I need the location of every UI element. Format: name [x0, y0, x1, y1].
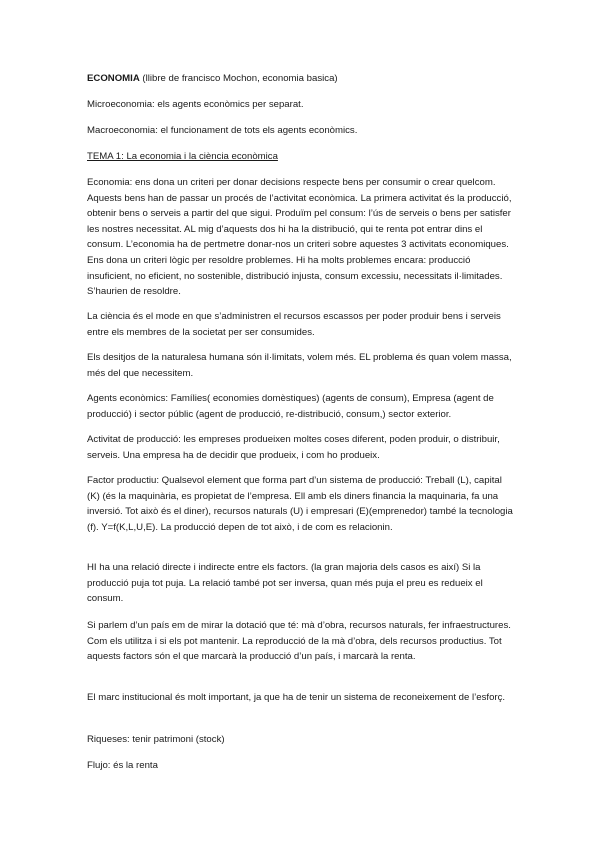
paragraph-economia: Economia: ens dona un criteri per donar decisions respecte bens per consumir o crear quelcom. Aquests bens han de passar un procés de l’activitat econòmica. La primera activitat és la producció, obtenir bens o serveis a partir del que sigui. Produïm pel consum: l’ús de serveis o bens per satisfer les nostres necessitat. AL mig d’aquests dos hi ha la distribució, qui te renta pot entrar dins el consum. L’economia ha de pertmetre donar-nos un criteri sobre aquestes 3 activitats economiques. Ens dona un criteri lògic per resoldre problemes. Hi ha molts problemes encara: producció insuficient, no eficient, no sostenible, distribució injusta, consum excessiu, necessitats il·limitades. S’haurien de resoldre.	[87, 177, 512, 298]
micro-definition: Microeconomia: els agents econòmics per separat.	[87, 99, 304, 110]
macro-definition: Macroeconomia: el funcionament de tots els agents econòmics.	[87, 125, 358, 136]
paragraph-riqueses: Riqueses: tenir patrimoni (stock)	[87, 734, 225, 745]
document-title	[87, 71, 517, 87]
paragraph-agents: Agents econòmics: Famílies( economies domèstiques) (agents de consum), Empresa (agent de producció) i sector públic (agent de producció, re-distribució, consum,) sector exterior.	[87, 393, 494, 420]
title-bold: ECONOMIA	[87, 73, 140, 84]
paragraph-factor: Factor productiu: Qualsevol element que forma part d’un sistema de producció: Treball (L), capital (K) (és la maquinària, es propietat de l’empresa. Ell amb els diners financia la maquinaria, fa una inversió. Tot això és el diner), recursos naturals (U) i empresari (E)(emprenedor) també la tecnologia (f). Y=f(K,L,U,E). La producció depen de tot això, i de com es relacionin.	[87, 475, 513, 533]
paragraph-ciencia: La ciència és el mode en que s’administren el recursos escassos per poder produir bens i serveis entre els membres de la societat per ser consumides.	[87, 311, 501, 338]
paragraph-flujo: Flujo: és la renta	[87, 760, 158, 771]
title-subtitle: (llibre de francisco Mochon, economia basica)	[139, 73, 338, 84]
paragraph-marc: El marc institucional és molt important, ja que ha de tenir un sistema de reconeixement de l’esforç.	[87, 692, 506, 703]
paragraph-relacio: HI ha una relació directe i indirecte entre els factors. (la gran majoria dels casos es així) Si la producció puja tot puja. La relació també pot ser inversa, quan més puja el preu es redueix el consum.	[87, 562, 483, 605]
paragraph-desitjos: Els desitjos de la naturalesa humana són il·limitats, volem més. EL problema és quan volem massa, més del que necessitem.	[87, 352, 512, 379]
section-heading: TEMA 1: La economia i la ciència econòmica	[87, 151, 278, 162]
paragraph-activitat: Activitat de producció: les empreses produeixen moltes coses diferent, poden produir, o distribuir, serveis. Una empresa ha de decidir que produeix, i com ho produeix.	[87, 434, 500, 461]
paragraph-pais: Si parlem d’un país em de mirar la dotació que té: mà d’obra, recursos naturals, fer infraestructures. Com els utilitza i si els pot mantenir. La reproducció de la mà d’obra, dels recursos productius. Tot aquests factors són el que marcarà la producció d’un país, i marcarà la renta.	[87, 620, 511, 663]
